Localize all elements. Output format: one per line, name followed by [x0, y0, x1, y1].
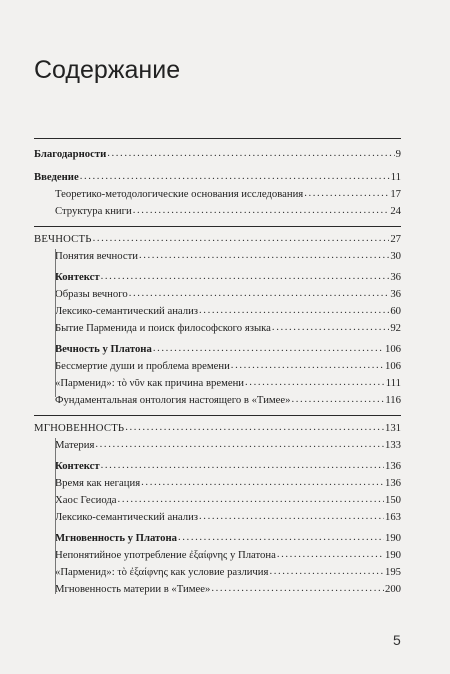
toc-entry[interactable] [34, 187, 401, 204]
toc-entry-title: Контекст [55, 460, 100, 472]
toc-entry[interactable] [34, 438, 401, 455]
toc-entry-title: Теоретико-методологические основания исследования [55, 188, 304, 200]
dot-leader [178, 530, 384, 544]
toc-entry[interactable] [34, 147, 401, 164]
toc-entry[interactable] [34, 531, 401, 548]
toc-entry-title: «Парменид»: τὸ ἐξαίφνης как условие различия [55, 566, 269, 578]
toc-entry[interactable] [34, 270, 401, 287]
section-rule [34, 138, 401, 139]
part-heading[interactable] [34, 421, 401, 438]
toc-entry[interactable] [34, 342, 401, 359]
toc-entry-page: 111 [385, 377, 401, 389]
part-heading[interactable] [34, 232, 401, 249]
dot-leader [118, 492, 384, 506]
toc-entry-page: 60 [390, 305, 401, 317]
dot-leader [269, 564, 384, 578]
toc-entry[interactable] [34, 393, 401, 410]
dot-leader [153, 341, 384, 355]
toc-entry-title: Вечность у Платона [55, 343, 152, 355]
dot-leader [101, 269, 390, 283]
toc-entry-page: 92 [390, 322, 401, 334]
toc-entry-title: МГНОВЕННОСТЬ [34, 422, 125, 434]
toc-entry-page: 116 [385, 394, 401, 406]
toc-entry-title: Контекст [55, 271, 100, 283]
toc-entry-page: 36 [390, 271, 401, 283]
front-matter-section [34, 147, 401, 221]
toc-entry-page: 200 [384, 583, 401, 595]
toc-entry[interactable] [34, 249, 401, 266]
toc-entry-page: 150 [384, 494, 401, 506]
toc-entry[interactable] [34, 565, 401, 582]
toc-entry-title: Мгновенность материи в «Тимее» [55, 583, 211, 595]
instant-section [34, 421, 401, 599]
toc-entry-page: 190 [384, 532, 401, 544]
indent-bar [55, 249, 56, 397]
toc-entry-page: 136 [384, 477, 401, 489]
dot-leader [101, 458, 384, 472]
dot-leader [125, 420, 384, 434]
page-number: 5 [393, 632, 401, 648]
toc-entry[interactable] [34, 459, 401, 476]
toc-entry[interactable] [34, 359, 401, 376]
dot-leader [245, 375, 385, 389]
dot-leader [80, 169, 390, 183]
toc-entry-title: ВЕЧНОСТЬ [34, 233, 92, 245]
dot-leader [133, 203, 390, 217]
toc-entry[interactable] [34, 493, 401, 510]
dot-leader [199, 509, 384, 523]
indent-bar [55, 438, 56, 594]
toc-entry-page: 30 [390, 250, 401, 262]
toc-entry-title: Время как негация [55, 477, 141, 489]
toc-entry[interactable] [34, 548, 401, 565]
toc-entry[interactable] [34, 582, 401, 599]
dot-leader [95, 437, 384, 451]
toc-entry-title: Благодарности [34, 148, 107, 160]
toc-entry[interactable] [34, 476, 401, 493]
dot-leader [129, 286, 390, 300]
toc-entry-page: 106 [384, 360, 401, 372]
toc-entry-page: 163 [384, 511, 401, 523]
toc-entry-page: 195 [384, 566, 401, 578]
toc-entry-page: 133 [384, 439, 401, 451]
toc-entry[interactable] [34, 304, 401, 321]
dot-leader [199, 303, 389, 317]
toc-entry-page: 136 [384, 460, 401, 472]
dot-leader [292, 392, 385, 406]
section-rule [34, 226, 401, 227]
toc-entry-page: 131 [384, 422, 401, 434]
page-title: Содержание [34, 56, 181, 84]
toc-entry-title: Введение [34, 171, 79, 183]
toc-entry-title: Образы вечного [55, 288, 128, 300]
dot-leader [141, 475, 384, 489]
dot-leader [272, 320, 389, 334]
toc-entry[interactable] [34, 376, 401, 393]
toc-entry-title: Непонятийное употребление ἐξαίφνης у Платона [55, 549, 276, 561]
toc-entry-title: Мгновенность у Платона [55, 532, 178, 544]
toc-entry-title: «Парменид»: τὸ νῦν как причина времени [55, 377, 245, 389]
toc-entry-title: Бытие Парменида и поиск философского языка [55, 322, 271, 334]
section-rule [34, 415, 401, 416]
toc-entry-page: 24 [390, 205, 401, 217]
dot-leader [139, 248, 389, 262]
toc-entry-page: 106 [384, 343, 401, 355]
toc-entry[interactable] [34, 287, 401, 304]
toc-entry-page: 17 [390, 188, 401, 200]
toc-entry-page: 27 [390, 233, 401, 245]
toc-entry[interactable] [34, 510, 401, 527]
toc-entry-page: 11 [390, 171, 401, 183]
eternity-section [34, 232, 401, 410]
toc-entry-title: Фундаментальная онтология настоящего в «Тимее» [55, 394, 291, 406]
dot-leader [107, 146, 394, 160]
dot-leader [304, 186, 389, 200]
toc-entry-title: Материя [55, 439, 95, 451]
toc-entry[interactable] [34, 321, 401, 338]
dot-leader [93, 231, 390, 245]
toc-entry-title: Лексико-семантический анализ [55, 305, 199, 317]
dot-leader [211, 581, 384, 595]
toc-entry-page: 190 [384, 549, 401, 561]
dot-leader [231, 358, 384, 372]
toc-entry-title: Бессмертие души и проблема времени [55, 360, 230, 372]
toc-entry-title: Лексико-семантический анализ [55, 511, 199, 523]
toc-entry[interactable] [34, 204, 401, 221]
toc-entry[interactable] [34, 170, 401, 187]
toc-entry-page: 36 [390, 288, 401, 300]
toc-entry-title: Понятия вечности [55, 250, 138, 262]
toc-entry-title: Хаос Гесиода [55, 494, 117, 506]
toc-entry-page: 9 [395, 148, 401, 160]
toc-entry-title: Структура книги [55, 205, 132, 217]
dot-leader [277, 547, 384, 561]
